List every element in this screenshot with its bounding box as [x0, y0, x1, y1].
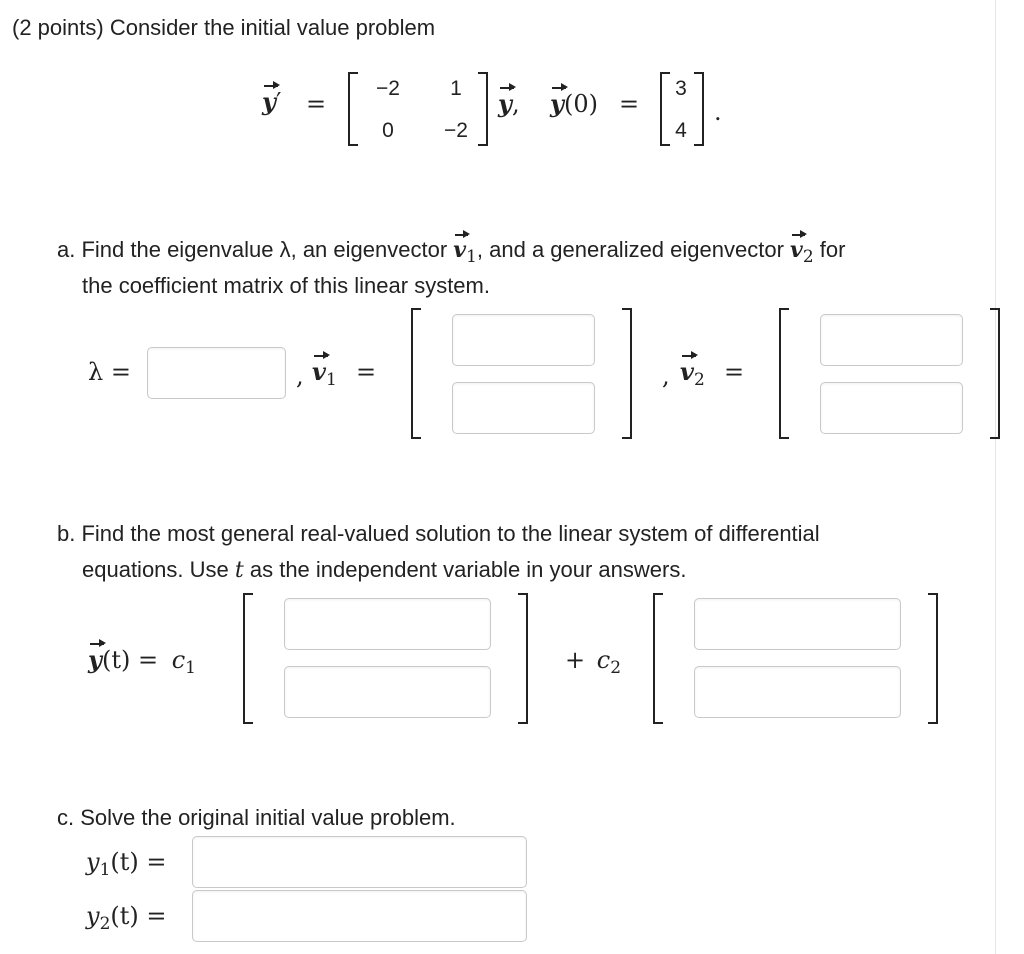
v1-separator: ,: [296, 362, 304, 390]
y2-input[interactable]: [192, 890, 527, 942]
v1-label: $v_1$: [312, 357, 337, 390]
solution-vec2-component-1-input[interactable]: [694, 598, 901, 650]
part-b-prompt-line2: equations. Use t as the independent variable in your answers.: [82, 557, 687, 583]
v1-equals: =: [356, 358, 377, 386]
general-solution-label: $y(t) = c_1$: [88, 645, 196, 678]
part-b-prompt-line1: b. Find the most general real-valued solution to the linear system of differential: [57, 521, 820, 546]
y-prime: y′: [262, 87, 282, 116]
part-a-prompt-line2: the coefficient matrix of this linear system.: [82, 273, 490, 298]
solution-vec2-left-bracket: [653, 593, 663, 724]
plus-c2-label: + $c_2$: [565, 646, 622, 678]
v2-left-bracket: [779, 308, 789, 439]
ic-value-1: 3: [675, 77, 687, 100]
v1-component-2-input[interactable]: [452, 382, 595, 434]
matrix-a21: 0: [382, 119, 394, 142]
matrix-a11: −2: [376, 77, 400, 100]
initial-condition: y(0): [550, 89, 598, 118]
period: .: [714, 98, 722, 126]
problem-title: (2 points) Consider the initial value problem: [12, 15, 436, 40]
matrix-left-bracket: [348, 72, 358, 146]
part-c-prompt: c. Solve the original initial value problem.: [57, 805, 456, 830]
y2-label: $y_2(t)$ =: [86, 902, 167, 934]
lambda-input[interactable]: [147, 347, 286, 399]
v2-component-1-input[interactable]: [820, 314, 963, 366]
solution-vec2-right-bracket: [928, 593, 938, 724]
v2-separator: ,: [662, 362, 670, 390]
matrix-a22: −2: [444, 119, 468, 142]
part-a-prompt-line1: a. Find the eigenvalue λ, an eigenvector $v_1$, and a generalized eigenvector $v_2$ for: [57, 237, 846, 267]
ic-right-bracket: [694, 72, 704, 146]
v1-left-bracket: [411, 308, 421, 439]
solution-vec1-left-bracket: [243, 593, 253, 724]
matrix-right-bracket: [478, 72, 488, 146]
y1-input[interactable]: [192, 836, 527, 888]
ic-equals-sign: =: [619, 90, 640, 118]
v1-component-1-input[interactable]: [452, 314, 595, 366]
lambda-label: λ =: [88, 358, 131, 386]
v2-right-bracket: [990, 308, 1000, 439]
solution-vec1-component-2-input[interactable]: [284, 666, 491, 718]
v1-right-bracket: [622, 308, 632, 439]
solution-vec2-component-2-input[interactable]: [694, 666, 901, 718]
matrix-a12: 1: [450, 77, 462, 100]
page-right-border: [995, 0, 996, 954]
y1-label: $y_1(t)$ =: [86, 848, 167, 880]
v2-label: $v_2$: [680, 357, 705, 390]
equals-sign: =: [306, 90, 327, 118]
ic-value-2: 4: [675, 119, 687, 142]
v2-component-2-input[interactable]: [820, 382, 963, 434]
solution-vec1-right-bracket: [518, 593, 528, 724]
v2-equals: =: [724, 358, 745, 386]
y-vector: y,: [498, 89, 520, 118]
solution-vec1-component-1-input[interactable]: [284, 598, 491, 650]
